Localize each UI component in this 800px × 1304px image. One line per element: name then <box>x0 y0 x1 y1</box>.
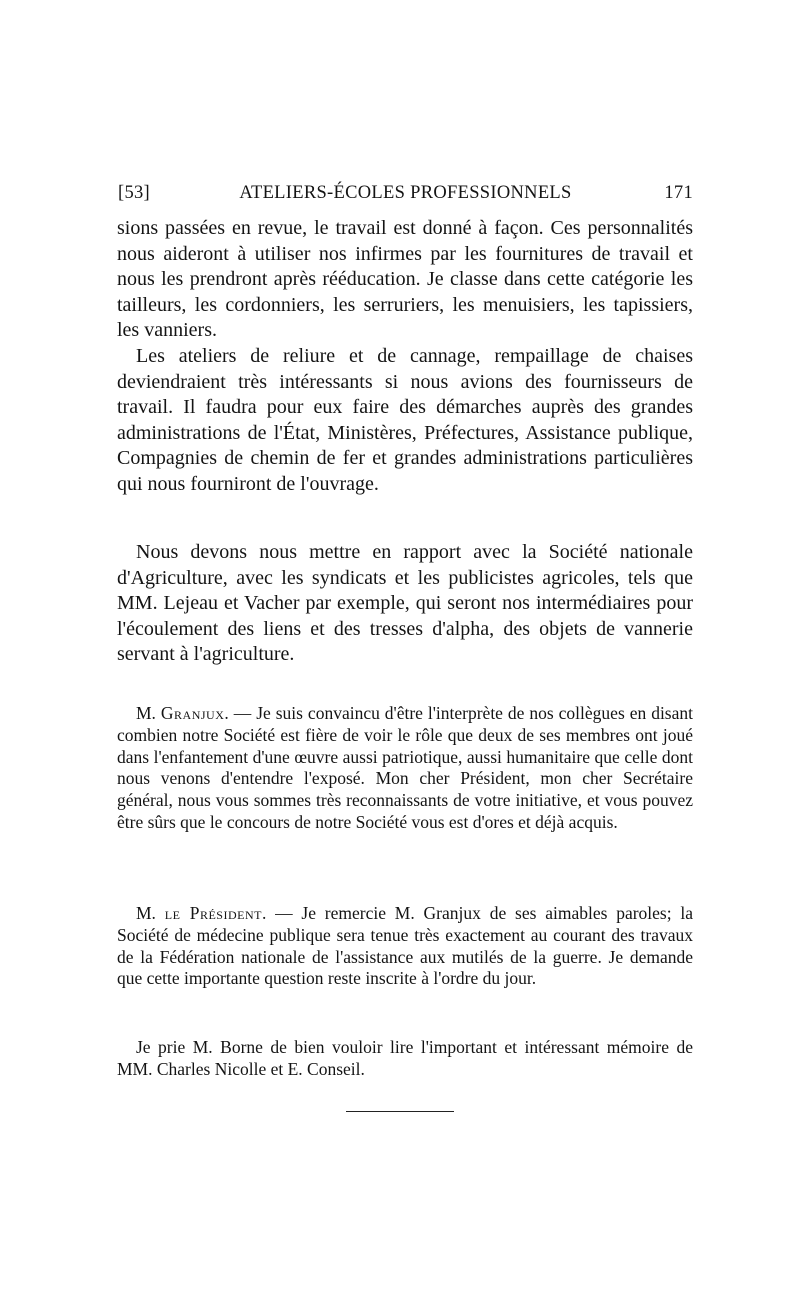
section-number: [53] <box>118 183 151 203</box>
speaker-name: Granjux <box>160 703 225 723</box>
page-number: 171 <box>664 183 693 203</box>
speaker-name: le Président <box>164 903 262 923</box>
speech-text: . — Je remercie M. Granjux de ses aimables paroles; la Société de médecine publique sera tenue très exactement au courant des travaux de la Fédération nationale de l'assistance aux mutilés de la guerre. Je demande que cette importante question reste inscrite à l'ordre du jour. <box>117 903 694 989</box>
paragraph-3: Nous devons nous mettre en rapport avec la Société nationale d'Agriculture, avec les syndicats et les publicistes agricoles, tels que MM. Lejeau et Vacher par exemple, qui seront nos intermédiaires pour l'écoulement des liens et des tresses d'alpha, des objets de vannerie servant à l'agriculture. <box>117 541 693 666</box>
speech-granjux <box>117 703 693 834</box>
paragraph-1: sions passées en revue, le travail est donné à façon. Ces personnalités nous aideront à utiliser nos infirmes par les fournitures de travail et nous les prendront après rééducation. Je classe dans cette catégorie les tailleurs, les cordonniers, les serruriers, les menuisiers, les tapissiers, les vanniers. <box>117 217 693 342</box>
running-title: ATELIERS-ÉCOLES PROFESSIONNELS <box>239 183 572 203</box>
paragraph-2: Les ateliers de reliure et de cannage, rempaillage de chaises deviendraient très intéressants si nous avions des fournisseurs de travail. Il faudra pour eux faire des démarches auprès des grandes administrations de l'État, Ministères, Préfectures, Assistance publique, Compagnies de chemin de fer et grandes administrations particulières qui nous fourniront de l'ouvrage. <box>117 345 693 495</box>
end-rule <box>346 1111 454 1112</box>
speech-president <box>117 903 693 990</box>
speaker-prefix: M. <box>136 903 165 923</box>
speaker-prefix: M. <box>136 703 161 723</box>
closing-paragraph: Je prie M. Borne de bien vouloir lire l'important et intéressant mémoire de MM. Charles Nicolle et E. Conseil. <box>117 1037 693 1079</box>
speech-text: . — Je suis convaincu d'être l'interprète de nos collègues en disant combien notre Société est fière de voir le rôle que deux de ses membres ont joué dans l'enfantement d'une œuvre aussi patriotique, aussi humanitaire que celle dont nous venons d'entendre l'exposé. Mon cher Président, mon cher Secrétaire général, nous vous sommes très reconnaissants de votre initiative, et vous pouvez être sûrs que le concours de notre Société vous est d'ores et déjà acquis. <box>117 703 693 832</box>
running-header <box>118 183 693 207</box>
